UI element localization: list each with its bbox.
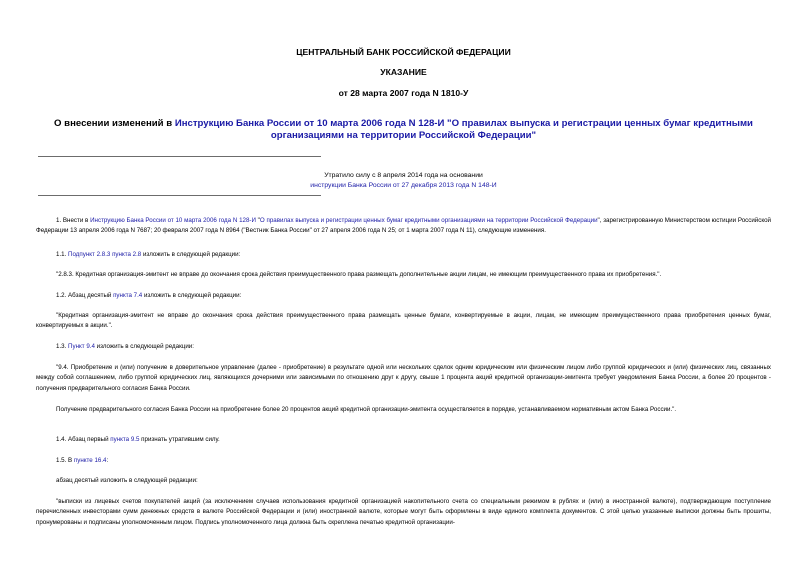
title-prefix: О внесении изменений в xyxy=(54,118,175,129)
p1-instruction-link[interactable]: Инструкцию Банка России от 10 марта 2006 года N 128-И xyxy=(90,217,256,224)
point-9-5-link[interactable]: пункта 9.5 xyxy=(110,436,140,443)
paragraph-statements-text: "выписки из лицевых счетов покупателей акций (за исключением случаев использования кредитной организацией накопительного счета со специальным режимом в рублях и (или) в иностранной валюте), подтверждающие поступление перечисленных инвесторами сумм денежных средств в валюте Российской Федерации и (или) иностранной валюте, которые могут быть оформлены в виде единого комплекта документов. С этой целью указанные выписки должны быть прошиты, пронумерованы и подписаны уполномоченным лицом. Подпись уполномоченного лица должна быть скреплена печатью кредитной организации- xyxy=(36,498,771,526)
paragraph-1-3 xyxy=(36,342,771,352)
p4-pre: 1.2. Абзац десятый xyxy=(56,292,114,299)
p1-pre: 1. Внести в xyxy=(56,217,91,224)
paragraph-abzac-10: абзац десятый изложить в следующей редакции: xyxy=(56,477,198,484)
status-note xyxy=(36,171,771,191)
paragraph-1-4 xyxy=(36,435,771,445)
org-name: ЦЕНТРАЛЬНЫЙ БАНК РОССИЙСКОЙ ФЕДЕРАЦИИ xyxy=(296,47,511,57)
subpoint-2-8-3-link[interactable]: Подпункт 2.8.3 пункта 2.8 xyxy=(68,251,142,258)
paragraph-1-5 xyxy=(36,456,771,466)
p6-post: изложить в следующей редакции: xyxy=(94,343,194,350)
point-16-4-link[interactable]: пункте 16.4 xyxy=(73,457,107,464)
paragraph-consent-text: Получение предварительного согласия Банка России на приобретение более 20 процентов акций кредитной организации-эмитента осуществляется в порядке, устанавливаемом нормативным актом Банка России.". xyxy=(56,406,677,413)
title-instruction-link[interactable]: Инструкцию Банка России от 10 марта 2006 года N 128-И "О правилах выпуска и регистрации ценных бумаг кредитными организациями на территории Российской Федерации" xyxy=(174,118,753,141)
p9-pre: 1.4. Абзац первый xyxy=(56,436,111,443)
p1-post: ", зарегистрированную Министерством юстиции Российской Федерации 13 апреля 2006 года N 7687; 20 февраля 2007 года N 8964 ("Вестник Банка России" от 27 апреля 2006 года N 25; от 1 марта 2007 года N 11), следующие изменения. xyxy=(36,217,772,235)
p9-post: признать утратившим силу. xyxy=(139,436,220,443)
point-7-4-link[interactable]: пункта 7.4 xyxy=(113,292,143,299)
paragraph-1-2 xyxy=(36,291,771,301)
p10-pre: 1.5. В xyxy=(56,457,74,464)
paragraph-9-4-text: "9.4. Приобретение и (или) получение в доверительное управление (далее - приобретение) в результате одной или нескольких сделок одним юридическим или физическим лицом либо группой юридических и (или) физических лиц, связанных между собой соглашением, либо группой юридических лиц, являющихся дочерними или зависимыми по отношению друг к другу, свыше 1 процента акций кредитной организации-эмитента требует уведомления Банка России, а более 20 процентов - получения предварительного согласия Банка России. xyxy=(36,364,771,392)
p1-mid: " xyxy=(255,217,260,224)
divider-top xyxy=(38,156,321,157)
p1-title-link[interactable]: О правилах выпуска и регистрации ценных бумаг кредитными организациями на территории Российской Федерации xyxy=(259,217,598,224)
doc-title xyxy=(36,118,771,141)
status-instruction-link[interactable]: инструкции Банка России от 27 декабря 2013 года N 148-И xyxy=(310,182,497,189)
point-9-4-link[interactable]: Пункт 9.4 xyxy=(68,343,95,350)
doc-date-number: от 28 марта 2007 года N 1810-У xyxy=(338,88,469,98)
p4-post: изложить в следующей редакции: xyxy=(142,292,242,299)
p10-post: : xyxy=(106,457,109,464)
p2-post: изложить в следующей редакции: xyxy=(141,251,241,258)
p2-pre: 1.1. xyxy=(56,251,69,258)
status-line: Утратило силу с 8 апреля 2014 года на основании xyxy=(324,172,483,179)
doc-type: УКАЗАНИЕ xyxy=(380,67,427,77)
paragraph-7-4-text: "Кредитная организация-эмитент не вправе до окончания срока действия преимущественного права размещать ценные бумаги, конвертируемые в акции, лицам, не имеющим преимущественного права приобретения ценных бумаг, конвертируемых в акции.". xyxy=(36,312,771,330)
p6-pre: 1.3. xyxy=(56,343,69,350)
paragraph-1-1 xyxy=(36,250,771,260)
paragraph-2-8-3-text: "2.8.3. Кредитная организация-эмитент не вправе до окончания срока действия преимущественного права размещать дополнительные акции лицам, не имеющим преимущественного права их приобретения.". xyxy=(56,271,662,278)
divider-bottom xyxy=(38,195,321,196)
paragraph-1 xyxy=(36,216,771,237)
